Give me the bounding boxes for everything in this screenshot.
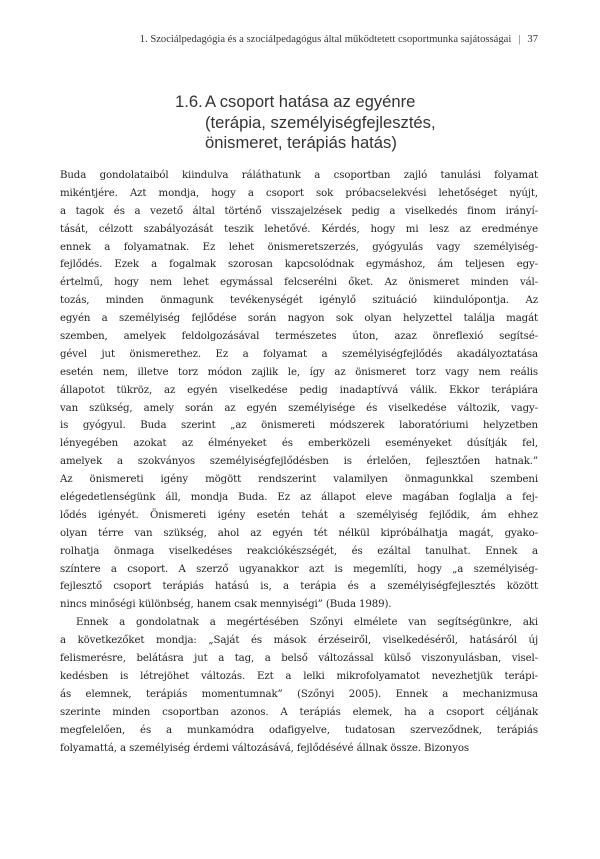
body-line: tozás, minden önmagunk tevékenységét igénylő szituáció kiindulópontja. Az xyxy=(60,295,538,307)
body-line: egyén a személyiség fejlődése során nagyon sok olyan helyzettel találja magát xyxy=(60,313,538,325)
body-line: ás elemnek, terápiás momentumnak” (Szőnyi 2005). Ennek a mechanizmusa xyxy=(60,688,538,700)
body-line: nincs minőségi különbség, hanem csak mennyiségi” (Buda 1989). xyxy=(60,599,392,611)
body-line: a következőket mondja: „Saját és mások érzéseiről, viselkedéséről, hatásáról új xyxy=(60,635,538,647)
body-line: rolhatja önmaga viselkedéses reakciókészségét, és ezáltal tanulhat. Ennek a xyxy=(60,545,538,557)
body-line: Az önismereti igény mögött rendszerint valamilyen önmagunkkal szembeni xyxy=(60,474,538,486)
body-line: elégedetlenségünk áll, mondja Buda. Ez az állapot eleve magában foglalja a fej- xyxy=(60,492,538,504)
body-line: amelyek a szokványos személyiségfejlődésben is érlelően, fejlesztően hatnak.” xyxy=(60,456,538,468)
page-number: 37 xyxy=(527,34,538,45)
running-title: 1. Szociálpedagógia és a szociálpedagógus által működtetett csoportmunka sajátosságai xyxy=(139,34,512,45)
section-title-line-1: 1.6. A csoport hatása az egyénre xyxy=(175,92,416,111)
body-line: szemben, amelyek feldolgozásával természetes úton, azaz önreflexió segítsé- xyxy=(60,331,538,343)
body-line: tását, célzott szabályozását teszik lehetővé. Kérdés, hogy mi lesz az eredménye xyxy=(60,223,538,235)
body-line: értelmű, hogy nem lehet egymással felcserélni őket. Az önismeret minden vál- xyxy=(60,277,538,289)
body-line: olyan térre van szükség, ahol az egyén tét nélkül kipróbálhatja magát, gyako- xyxy=(60,527,538,539)
section-title-line-3: önismeret, terápiás hatás) xyxy=(205,133,397,152)
body-line: a tagok és a vezető által történő visszajelzések pedig a viselkedés finom irányí- xyxy=(60,205,538,217)
body-line: is gyógyul. Buda szerint „az önismereti módszerek laboratóriumi helyzetben xyxy=(60,420,538,432)
body-text xyxy=(60,167,538,757)
body-line: folyamattá, a személyiség érdemi változásává, fejlődésévé állnak össze. Bizonyos xyxy=(60,742,469,754)
header-separator: | xyxy=(518,34,521,45)
body-line: Ennek a gondolatnak a megértésében Szőnyi elmélete van segítségünkre, aki xyxy=(76,617,538,629)
body-line: van szükség, amely során az egyén személyisége és viselkedése változik, vagy- xyxy=(60,402,538,414)
body-line: megfelelően, és a munkamódra odafigyelve, tudatosan szerveződnek, terápiás xyxy=(60,724,538,736)
body-line: gével jut önismerethez. Ez a folyamat a személyiségfejlődés akadályoztatása xyxy=(60,348,538,360)
body-line: felismerésre, belátásra jut a tag, a belső változással külső viszonyulásban, visel- xyxy=(60,653,538,665)
body-line: kedésben is létrejöhet változás. Ezt a lelki mikrofolyamatot nevezhetjük terápi- xyxy=(60,670,538,682)
section-number: 1.6. xyxy=(175,92,203,111)
body-line: fejlődés. Ezek a fogalmak szorosan kapcsolódnak egymáshoz, ám teljesen egy- xyxy=(60,259,538,271)
body-line: Buda gondolataiból kiindulva ráláthatunk a csoportban zajló tanulási folyamat xyxy=(60,170,538,181)
body-line: színtere a csoport. A szerző ugyanakkor azt is megemlíti, hogy „a személyiség- xyxy=(60,563,538,575)
body-line: állapotot tükröz, az egyén viselkedése pedig inadaptívvá válik. Ekkor terápiára xyxy=(60,384,538,396)
body-line: lényegében azokat az élményeket és emberközeli eseményeket dúsítják fel, xyxy=(60,438,538,450)
section-title xyxy=(175,92,505,154)
body-line: mikéntjére. Azt mondja, hogy a csoport sok próbacselekvési lehetőséget nyújt, xyxy=(60,187,538,199)
section-title-line-2: (terápia, személyiségfejlesztés, xyxy=(205,112,436,132)
body-line: esetén nem, illetve torz módon zajlik le, így az önismeret torz vagy nem reális xyxy=(60,366,538,378)
body-line: lődés igényét. Önismereti igény esetén tehát a személyiség fejlődik, ám ehhez xyxy=(60,509,538,521)
body-line: fejlesztő csoport terápiás hatású is, a terápia és a személyiségfejlesztés között xyxy=(60,581,538,593)
body-line: ennek a folyamatnak. Ez lehet önismeretszerzés, gyógyulás vagy személyiség- xyxy=(60,241,538,253)
running-header xyxy=(60,34,538,48)
body-line: szerinte minden csoportban azonos. A terápiás elemek, ha a csoport céljának xyxy=(60,706,538,718)
